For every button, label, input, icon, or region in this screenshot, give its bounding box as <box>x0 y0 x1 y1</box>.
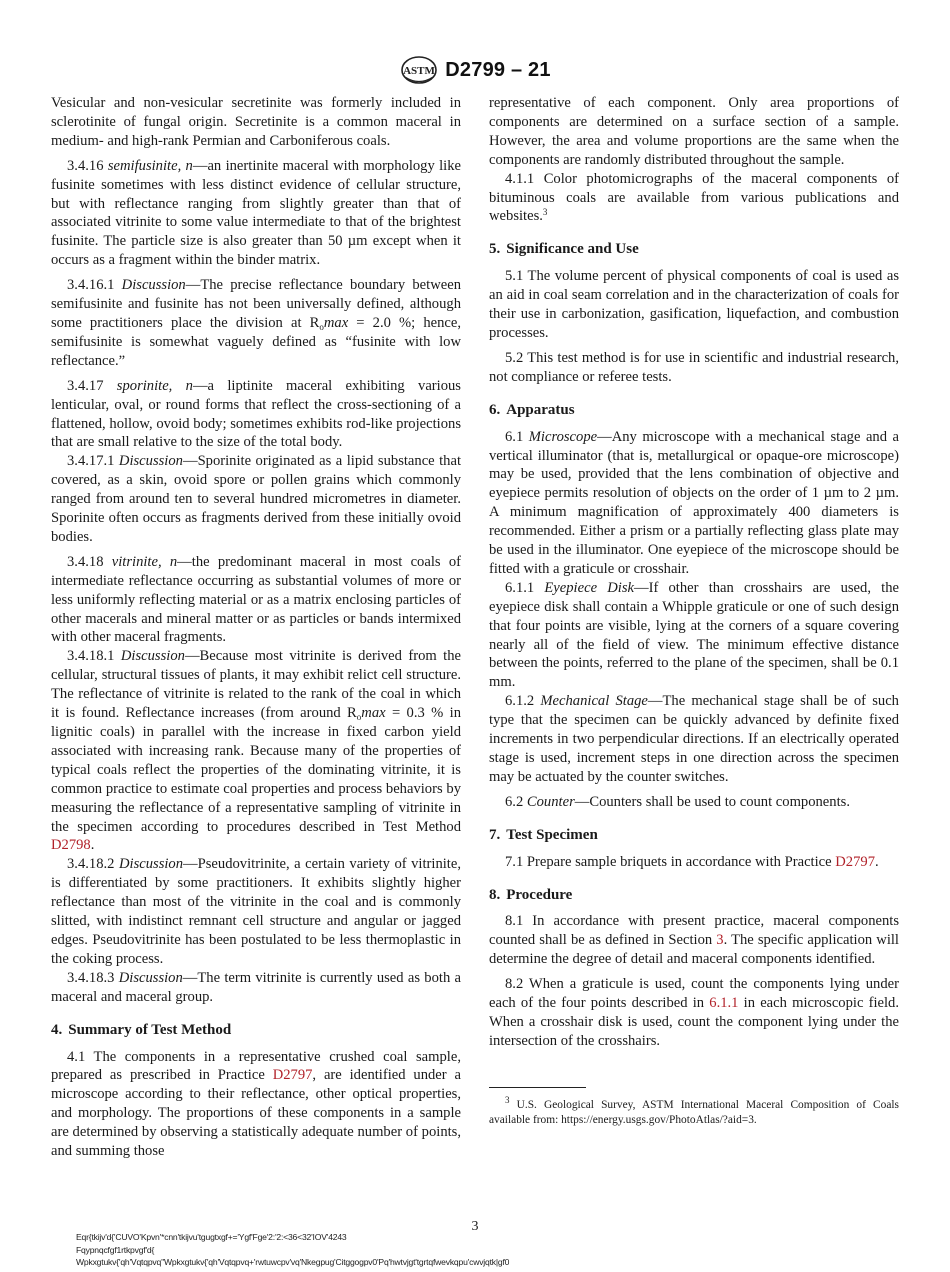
section-6-1-1: 6.1.1 Eyepiece Disk—If other than crosshairs are used, the eyepiece disk shall contain a Whipple graticule or one of such design that four points are visible, lying at the corners of a square covering nearly all of the field of view. The minimum effective distance between the points, referred to the plane of the specimen, shall be 0.1 mm. <box>489 579 899 691</box>
svg-text:ASTM: ASTM <box>403 65 436 77</box>
footer-line-1: Eqr{tkijv'd{'CUVO'Kpvn'*cnn'tkijvu'tgugtxgf+='Ygf'Fge'2:'2:<36<32'IOV'4243 <box>76 1232 347 1242</box>
section-8-2: 8.2 When a graticule is used, count the components lying under each of the four points described in 6.1.1 in each microscopic field. When a crosshair disk is used, count the component lying under the intersection of the crosshairs. <box>489 976 900 1049</box>
heading-section-7: 7. Test Specimen <box>489 826 598 843</box>
right-column <box>489 94 899 1128</box>
page-number: 3 <box>471 1219 479 1234</box>
heading-section-5: 5. Significance and Use <box>489 241 639 258</box>
paragraph-secretinite-continued: Vesicular and non-vesicular secretinite was formerly included in sclerotinite of fungal origin. Secretinite is a common maceral in medium- and high-rank Permian and Carboniferous coals. <box>51 95 461 149</box>
section-3-4-17: 3.4.17 sporinite, n—a liptinite maceral exhibiting various lenticular, oval, or round forms that reflect the cross-sectioning of a flattened, hollow, ovoid body; sometimes exhibits rod-like projections that are small relative to the size of the total body. <box>51 377 461 451</box>
link-6-1-1[interactable]: 6.1.1 <box>709 995 739 1012</box>
section-3-4-18-1: 3.4.18.1 Discussion—Because most vitrinite is derived from the cellular, structural tissues of plants, it may exhibit relict cell structure. The reflectance of vitrinite is related to the rank of the coal in which it is found. Reflectance increases (from around $R_o\max = 0.3$ % in lignitic coals) in parallel with the increase in fixed carbon yield associated with increasing rank. Because many of the properties of typical coals reflect the properties of the dominating vitrinite, it is common practice to estimate coal properties and process behaviors by measuring the reflectance of a representative sampling of vitrinite in the specimen according to procedures described in Test Method D2798. <box>51 648 461 854</box>
section-3-4-18-2: 3.4.18.2 Discussion—Pseudovitrinite, a certain variety of vitrinite, is differentiated by some practitioners. It exhibits slightly higher reflectance than most of the vitrinite in the coal and is commonly slitted, with indistinct remnant cell structure and angular or jagged edges. Pseudovitrinite has been postulated to be less thermoplastic in the coking process. <box>51 856 461 967</box>
section-3-4-16-1: 3.4.16.1 Discussion—The precise reflectance boundary between semifusinite and fusinite has not been universally defined, although some practitioners place the division at $R_o\max = 2.0$ %; hence, semifusinite is somewhat vaguely defined as “fusinite with low reflectance.” <box>51 277 462 369</box>
link-d2797[interactable]: D2797 <box>835 853 875 870</box>
section-6-2: 6.2 Counter—Counters shall be used to count components. <box>505 793 850 810</box>
astm-logo-icon <box>399 55 439 85</box>
link-d2798[interactable]: D2798 <box>51 837 91 854</box>
section-6-1-2: 6.1.2 Mechanical Stage—The mechanical stage shall be of such type that the specimen can be quickly advanced by definite fixed increments in two perpendicular directions. If an electrically operated stage is used, increment steps in one direction across the specimen may be actuated by the counter switches. <box>489 693 899 785</box>
footer-line-2: Fqypnqcfgf1rtkpvgf'd{ <box>76 1244 155 1255</box>
heading-section-4: 4. Summary of Test Method <box>51 1021 232 1038</box>
section-3-4-16: 3.4.16 semifusinite, n—an inertinite maceral with morphology like fusinite sometimes with less distinct evidence of cellular structure, but with reflectance ranging from slightly greater than that of associated vitrinite to some value intermediate to that of the brightest fusinite. The particle size is also greater than 50 µm except when it occurs as a fragment within the binder matrix. <box>51 157 461 269</box>
section-7-1: 7.1 Prepare sample briquets in accordance with Practice D2797. <box>505 853 879 870</box>
section-5-1: 5.1 The volume percent of physical components of coal is used as an aid in coal seam correlation and in the characterization of coals for their use in carbonization, gasification, liquefaction, and combustion processes. <box>489 268 899 341</box>
left-column <box>51 94 461 1161</box>
footnote-divider <box>489 1087 586 1088</box>
section-8-1: 8.1 In accordance with present practice, maceral components counted shall be as defined in Section 3. The specific application will determine the degree of detail and maceral components identified. <box>489 913 899 968</box>
page-header <box>0 55 950 85</box>
heading-section-6: 6. Apparatus <box>489 401 575 418</box>
license-footer <box>76 1231 509 1269</box>
section-6-1: 6.1 Microscope—Any microscope with a mechanical stage and a vertical illuminator (that is, metallurgical or opaque-ore microscope) may be used, provided that the lens combination of objective and eyepiece permits resolution of objects on the order of 1 µm to 2 µm. A minimum magnification of approximately 400 diameters is recommended. Either a prism or a partially reflecting glass plate may be used in the illuminator. One eyepiece of the microscope should be fitted with a graticule or crosshair. <box>489 428 899 577</box>
section-3-4-18: 3.4.18 vitrinite, n—the predominant maceral in most coals of intermediate reflectance occurring as substantial volumes of more or less uniformly reflecting material or as a matrix enclosing particles of other macerals and mineral matter or as particles or bands intermixed with other maceral fragments. <box>51 553 461 646</box>
footnote-3: $^3$ U.S. Geological Survey, ASTM International Maceral Composition of Coals available from: https://energy.usgs.gov/PhotoAtlas/?aid=3. <box>489 1094 899 1126</box>
section-5-2: 5.2 This test method is for use in scientific and industrial research, not compliance or referee tests. <box>489 349 899 385</box>
link-d2797[interactable]: D2797 <box>272 1067 313 1084</box>
section-4-1: 4.1 The components in a representative crushed coal sample, prepared as prescribed in Practice D2797, are identified under a microscope according to their reflectance, other optical properties, and morphology. The proportions of these components in a sample are determined by observing a statistically adequate number of points, and summing those <box>51 1048 461 1160</box>
section-3-4-17-1: 3.4.17.1 Discussion—Sporinite originated as a lipid substance that covered, as a skin, ovoid spore or pollen grains which commonly ranged from around ten to several hundred micrometres in diameter. Sporinite often occurs as fragments derived from these initially ovoid bodies. <box>51 453 461 545</box>
section-3-4-18-3: 3.4.18.3 Discussion—The term vitrinite is currently used as both a maceral and maceral group. <box>51 969 461 1005</box>
standard-designation: D2799 – 21 <box>445 58 551 81</box>
term: semifusinite, n <box>107 157 193 174</box>
paragraph-4-1-continued: representative of each component. Only area proportions of components are determined on a surface section of a sample. However, the area and volume proportions are the same when the components are randomly distributed throughout the sample. <box>489 95 899 168</box>
section-4-1-1: 4.1.1 Color photomicrographs of the maceral components of bituminous coals are available from various publications and websites.$^3$ <box>489 170 899 225</box>
footnote-ref[interactable]: 3 <box>542 207 548 218</box>
heading-section-8: 8. Procedure <box>489 886 573 903</box>
link-section-3[interactable]: 3 <box>716 932 724 949</box>
footer-line-3: Wpkxgtukv{'qh'Vqtqpvq''Wpkxgtukv{'qh'Vqtqpvq+'rwtuwcpv'vq'Nkegpug'Citggogpv0'Pq'hwtvjgt'tgrtqfwevkqpu'cwvjqtk|gf0 <box>76 1257 510 1268</box>
